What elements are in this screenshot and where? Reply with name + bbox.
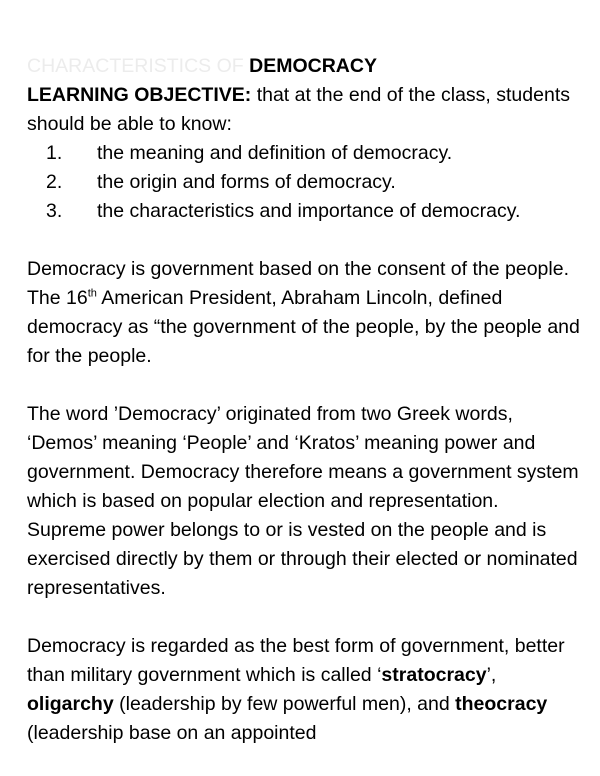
paragraph-forms-text-2: ’, xyxy=(486,664,497,686)
list-item-text: the characteristics and importance of democracy. xyxy=(97,200,521,222)
paragraph-origin: The word ’Democracy’ originated from two Greek words, ‘Demos’ meaning ‘People’ and ‘Kratos’ meaning power and government. Democracy therefore means a government system which is based on popular election and representation. Supreme power belongs to or is vested on the people and is exercised directly by them or through their elected or nominated representatives. xyxy=(27,403,579,599)
term-theocracy: theocracy xyxy=(455,693,548,715)
term-stratocracy: stratocracy xyxy=(381,664,487,686)
paragraph-definition xyxy=(27,255,580,371)
list-item-text: the origin and forms of democracy. xyxy=(97,171,396,193)
list-item-number: 2. xyxy=(46,171,63,193)
list-item xyxy=(27,139,580,168)
learning-objective xyxy=(27,81,580,139)
paragraph-forms-text-1: Democracy is regarded as the best form of government, better than military government which is called xyxy=(27,635,565,686)
learning-objective-label: LEARNING OBJECTIVE: xyxy=(27,84,252,106)
paragraph-forms-text-3: (leadership by few powerful men), and xyxy=(113,693,456,715)
quote-open: ‘ xyxy=(377,664,382,686)
list-item-number: 1. xyxy=(46,142,63,164)
list-item-text: the meaning and definition of democracy. xyxy=(97,142,453,164)
paragraph-forms xyxy=(27,632,580,748)
paragraph-definition-end: American President, Abraham Lincoln, defined democracy as “the government of the people, by the people and for the people. xyxy=(27,287,580,367)
objective-list xyxy=(27,139,580,226)
document-title xyxy=(27,52,580,81)
learning-objective-text: that at the end of the class, students should be able to know: xyxy=(27,84,570,135)
list-item-number: 3. xyxy=(46,200,63,222)
paragraph-forms-text-4: (leadership base on an appointed xyxy=(27,722,317,744)
ordinal-suffix: th xyxy=(87,287,97,300)
title-faded-text: CHARACTERISTICS OF xyxy=(27,55,250,77)
list-item xyxy=(27,197,580,226)
paragraph-definition-start: Democracy is government based on the consent of the people. The 16 xyxy=(27,258,569,309)
list-item xyxy=(27,168,580,197)
term-oligarchy: oligarchy xyxy=(27,693,114,715)
title-strong-text: DEMOCRACY xyxy=(249,55,377,77)
